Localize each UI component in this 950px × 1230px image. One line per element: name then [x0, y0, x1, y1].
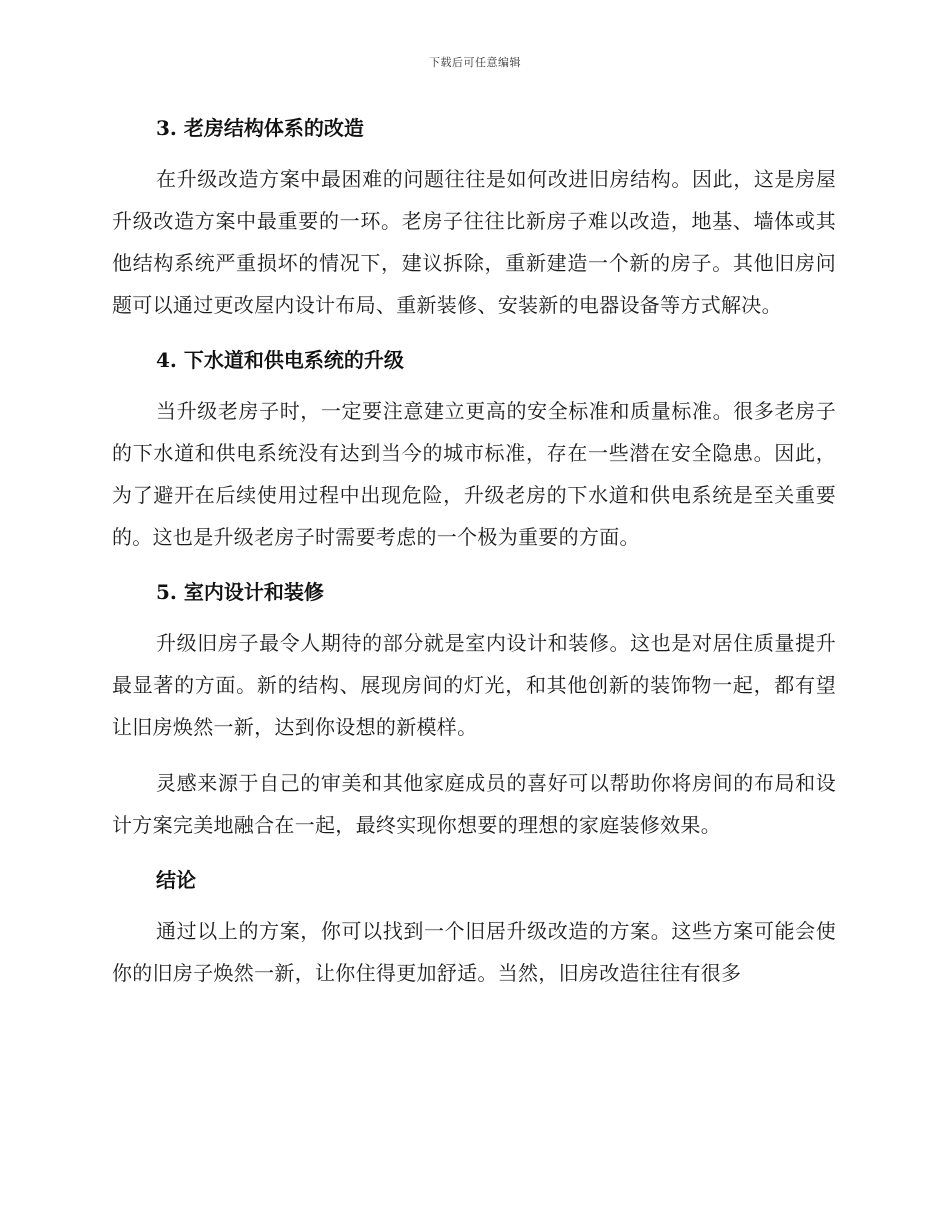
- section-heading-conclusion: 结论: [156, 868, 196, 892]
- section-heading-interior: 5. 室内设计和装修: [156, 580, 324, 604]
- header-note: 下载后可任意编辑: [429, 56, 521, 69]
- paragraph-plumbing-power: 当升级老房子时，一定要注意建立更高的安全标准和质量标准。很多老房子的下水道和供电系统没有达到当今的城市标准，存在一些潜在安全隐患。因此，为了避开在后续使用过程中出现危险，升级老房的下水道和供电系统是至关重要的。这也是升级老房子时需要考虑的一个极为重要的方面。: [112, 399, 836, 549]
- paragraph-structure: 在升级改造方案中最困难的问题往往是如何改进旧房结构。因此，这是房屋升级改造方案中最重要的一环。老房子往往比新房子难以改造，地基、墙体或其他结构系统严重损坏的情况下，建议拆除，重新建造一个新的房子。其他旧房问题可以通过更改屋内设计布局、重新装修、安装新的电器设备等方式解决。: [112, 167, 836, 317]
- section-heading-plumbing-power: 4. 下水道和供电系统的升级: [156, 348, 404, 372]
- section-heading-structure: 3. 老房结构体系的改造: [156, 116, 364, 140]
- paragraph-interior-2: 灵感来源于自己的审美和其他家庭成员的喜好可以帮助你将房间的布局和设计方案完美地融合在一起，最终实现你想要的理想的家庭装修效果。: [112, 771, 836, 837]
- paragraph-conclusion: 通过以上的方案，你可以找到一个旧居升级改造的方案。这些方案可能会使你的旧房子焕然一新，让你住得更加舒适。当然，旧房改造往往有很多: [112, 919, 836, 985]
- paragraph-interior-1: 升级旧房子最令人期待的部分就是室内设计和装修。这也是对居住质量提升最显著的方面。新的结构、展现房间的灯光，和其他创新的装饰物一起，都有望让旧房焕然一新，达到你设想的新模样。: [112, 631, 836, 739]
- document-body: [112, 108, 836, 1008]
